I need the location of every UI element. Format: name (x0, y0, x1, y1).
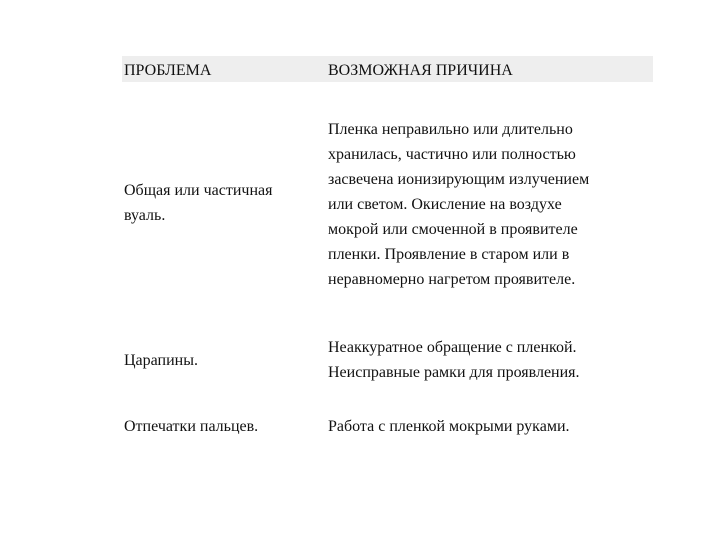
text-line: вуаль. (124, 207, 166, 224)
text-line: Неаккуратное обращение с пленкой. (328, 339, 577, 356)
text-line: Общая или частичная (124, 182, 273, 199)
row-2-cause (328, 335, 580, 385)
header-cause: ВОЗМОЖНАЯ ПРИЧИНА (328, 62, 513, 79)
text-line: пленки. Проявление в старом или в (328, 246, 570, 263)
text-line: Царапины. (124, 352, 198, 369)
row-3-cause (328, 414, 570, 439)
row-1-cause (328, 117, 589, 292)
text-line: мокрой или смоченной в проявителе (328, 221, 578, 238)
row-1-problem (124, 178, 272, 228)
text-line: неравномерно нагретом проявителе. (328, 271, 576, 288)
header-problem: ПРОБЛЕМА (124, 62, 212, 79)
text-line: засвечена ионизирующим излучением (328, 171, 590, 188)
text-line: Работа с пленкой мокрыми руками. (328, 418, 570, 435)
text-line: Пленка неправильно или длительно (328, 121, 573, 138)
text-line: хранилась, частично или полностью (328, 146, 576, 163)
text-line: Неисправные рамки для проявления. (328, 364, 580, 381)
text-line: Отпечатки пальцев. (124, 418, 259, 435)
row-3-problem (124, 414, 258, 439)
text-line: или светом. Окисление на воздухе (328, 196, 562, 213)
row-2-problem (124, 348, 198, 373)
